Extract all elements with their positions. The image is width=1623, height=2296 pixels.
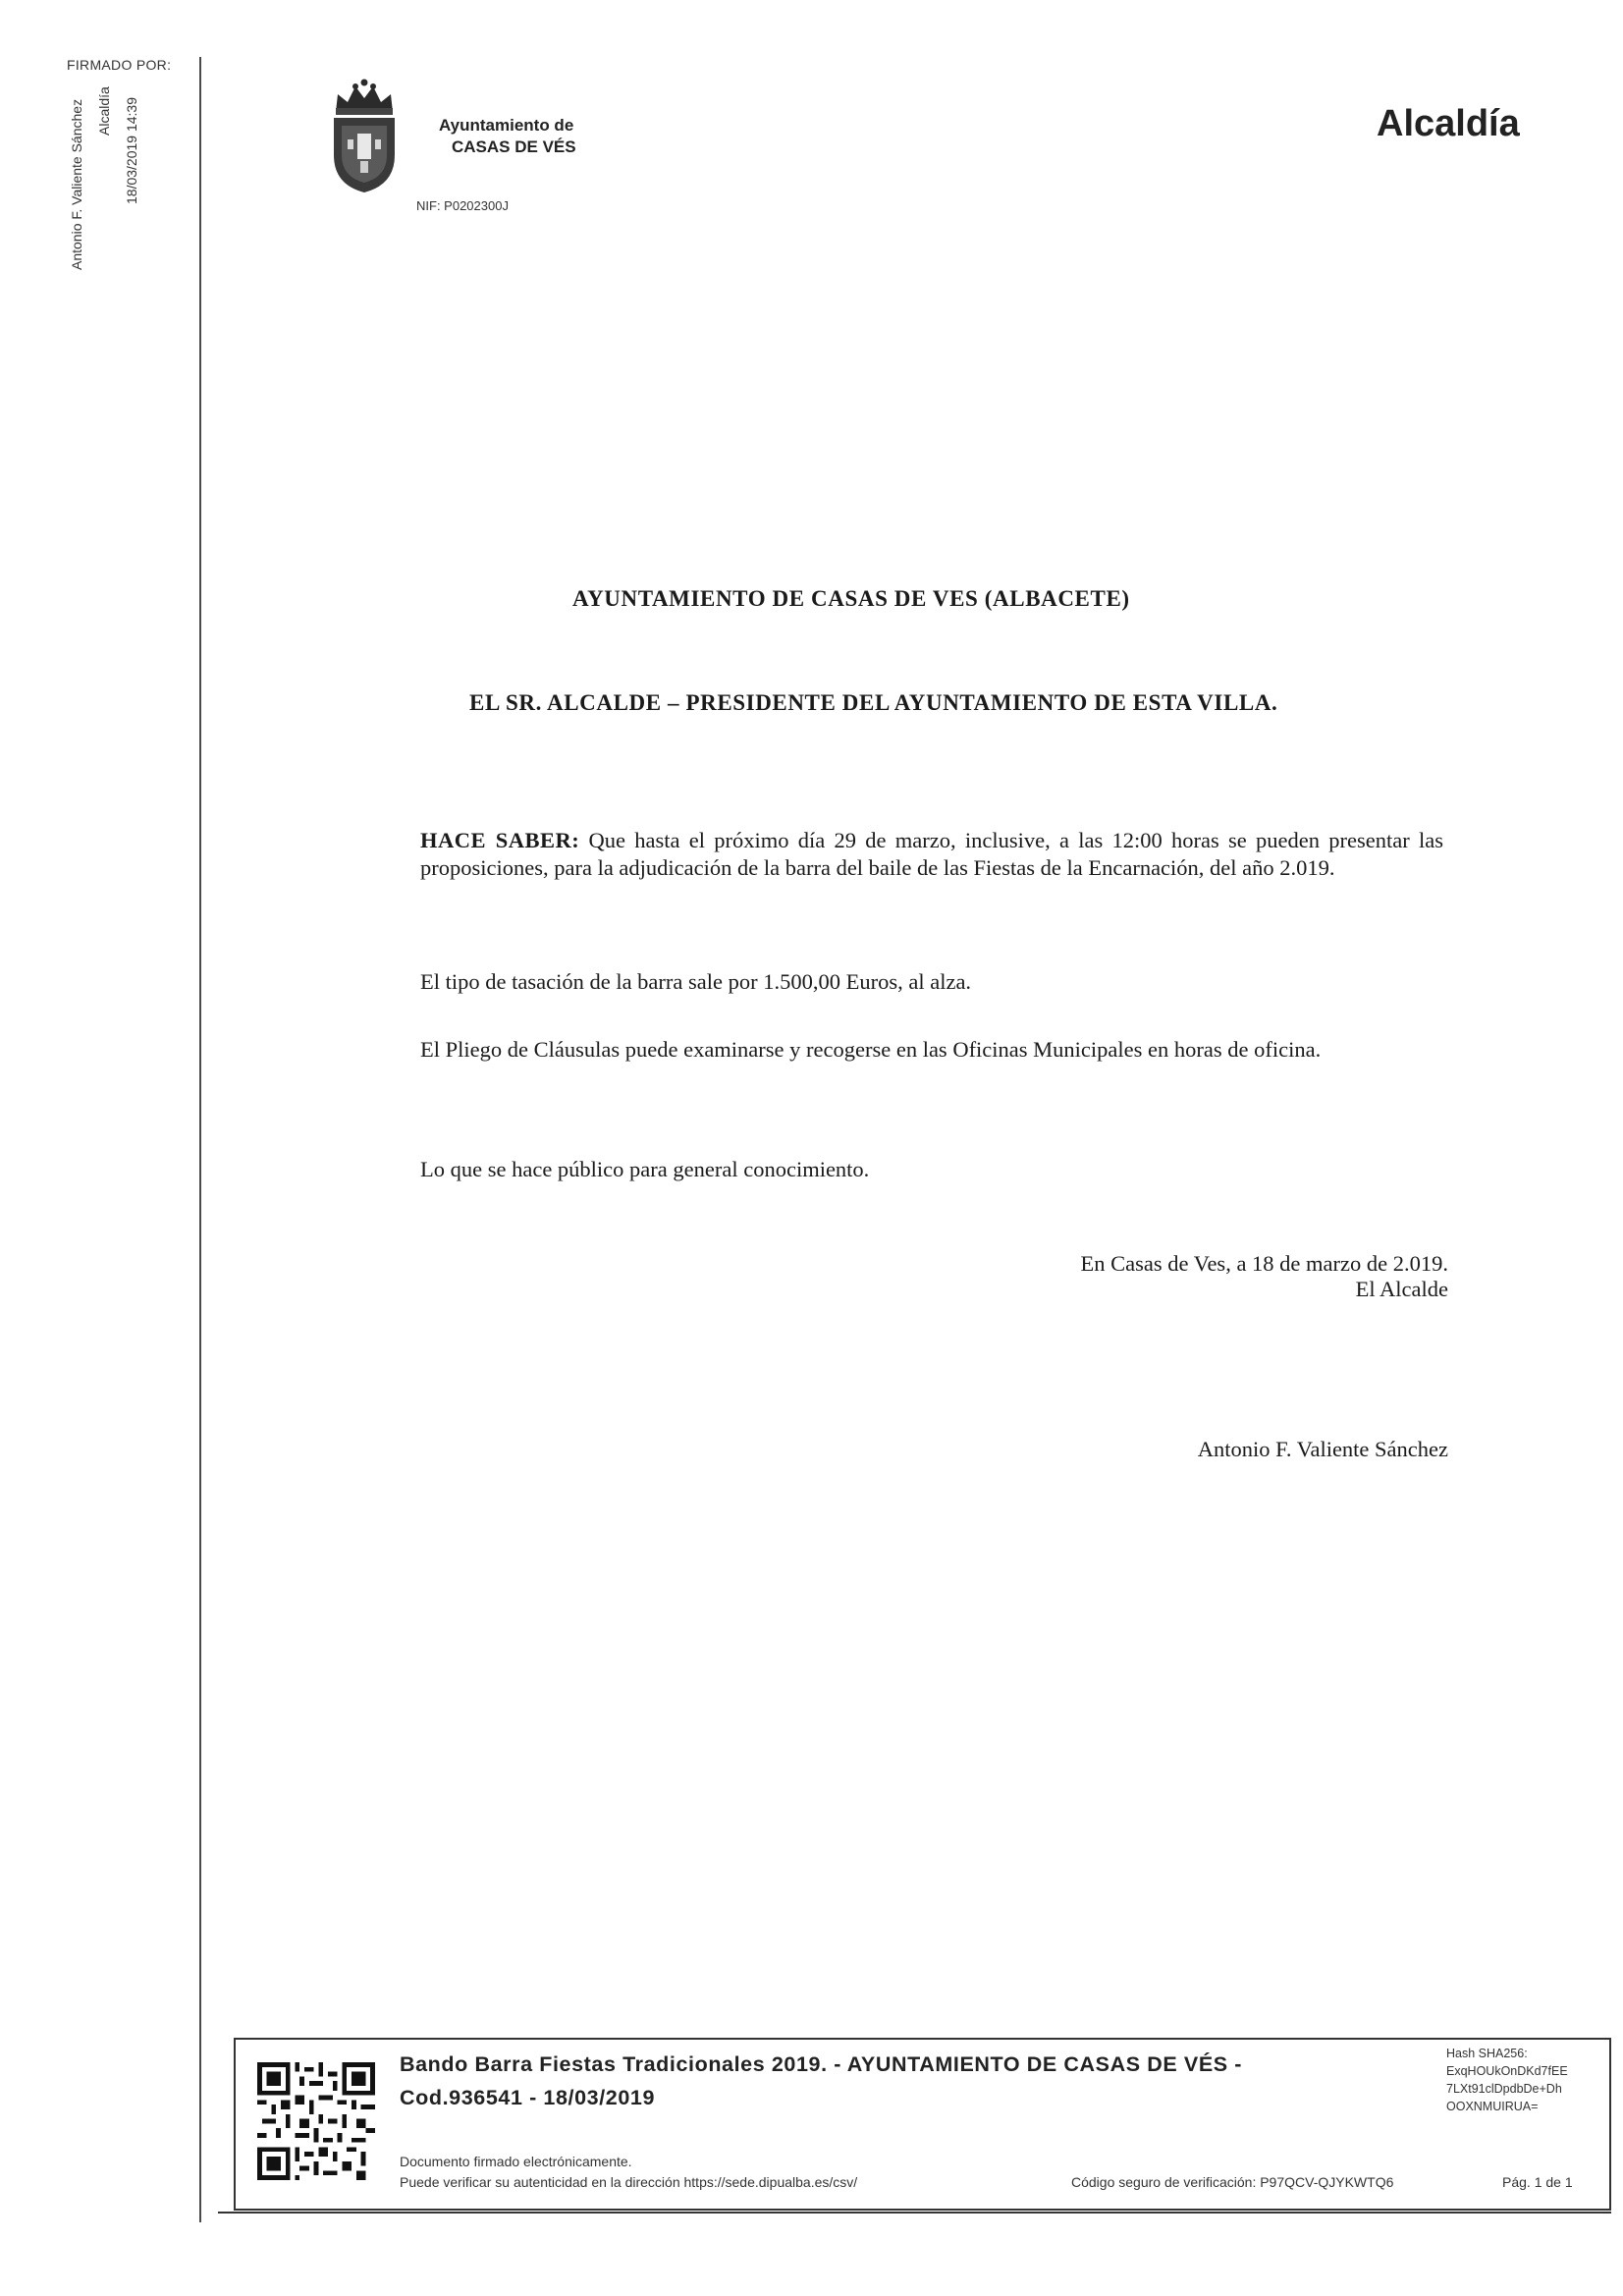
footer-document-code: Cod.936541 - 18/03/2019	[400, 2086, 656, 2109]
signer-name: Antonio F. Valiente Sánchez	[69, 98, 84, 270]
org-name-line2: CASAS DE VÉS	[452, 137, 576, 156]
clauses-paragraph: El Pliego de Cláusulas puede examinarse y recogerse en las Oficinas Municipales en horas de oficina.	[420, 1037, 1322, 1062]
department-title: Alcaldía	[1377, 103, 1520, 144]
qr-code-icon	[257, 2062, 375, 2180]
document-subheading: EL SR. ALCALDE – PRESIDENTE DEL AYUNTAMIENTO DE ESTA VILLA.	[469, 690, 1278, 715]
margin-rule	[199, 57, 201, 2222]
place-date: En Casas de Ves, a 18 de marzo de 2.019.	[1080, 1251, 1448, 1276]
verification-code: Código seguro de verificación: P97QCV-QJYKWTQ6	[1071, 2174, 1394, 2190]
org-name-line1: Ayuntamiento de	[439, 116, 574, 135]
intro-lead: HACE SABER:	[420, 828, 580, 852]
nif: NIF: P0202300J	[416, 198, 509, 213]
intro-text: Que hasta el próximo día 29 de marzo, inclusive, a las 12:00 horas se pueden presentar las proposiciones, para la adjudicación de la barra del baile de las Fiestas de la Encarnación, del año 2.019.	[420, 828, 1443, 880]
footer-document-title: Bando Barra Fiestas Tradicionales 2019. - AYUNTAMIENTO DE CASAS DE VÉS -	[400, 2052, 1243, 2076]
hash-line: ExqHOUkOnDKd7fEE	[1446, 2064, 1568, 2078]
hash-line: 7LXt91clDpdbDe+Dh	[1446, 2082, 1562, 2096]
footer-rule	[218, 2212, 1611, 2214]
footer-signed-note: Documento firmado electrónicamente.	[400, 2154, 632, 2169]
public-notice-paragraph: Lo que se hace público para general conocimiento.	[420, 1157, 870, 1181]
mayor-name: Antonio F. Valiente Sánchez	[1197, 1437, 1448, 1461]
hash-block	[1446, 2045, 1568, 2115]
page-number: Pág. 1 de 1	[1502, 2174, 1573, 2190]
hash-line: OOXNMUIRUA=	[1446, 2100, 1539, 2113]
footer-verify-note: Puede verificar su autenticidad en la dirección https://sede.dipualba.es/csv/	[400, 2174, 858, 2190]
signed-by-label: FIRMADO POR:	[67, 57, 172, 73]
valuation-paragraph: El tipo de tasación de la barra sale por 1.500,00 Euros, al alza.	[420, 969, 972, 994]
signer-role: Alcaldía	[96, 86, 112, 136]
intro-paragraph	[420, 827, 1443, 882]
signature-datetime: 18/03/2019 14:39	[124, 97, 139, 204]
document-heading: AYUNTAMIENTO DE CASAS DE VES (ALBACETE)	[572, 586, 1130, 611]
mayor-title: El Alcalde	[1355, 1277, 1448, 1301]
coat-of-arms-icon	[328, 79, 401, 194]
hash-label: Hash SHA256:	[1446, 2047, 1528, 2060]
